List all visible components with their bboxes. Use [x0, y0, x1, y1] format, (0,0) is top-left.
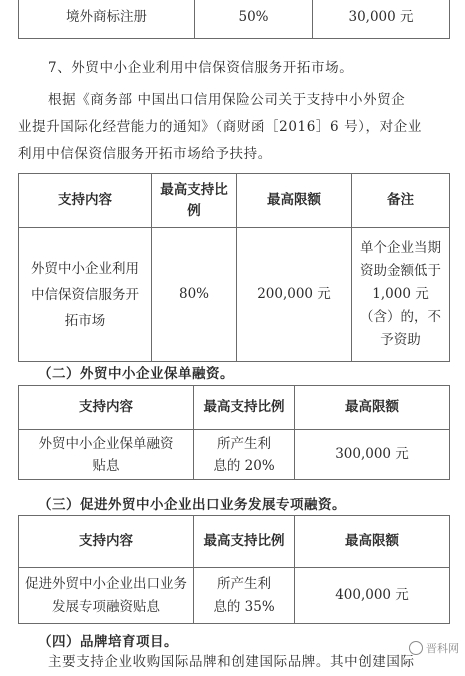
support-content-cell: 外贸中小企业保单融资贴息 [19, 430, 194, 480]
ratio-cell: 50% [195, 0, 313, 39]
support-content-cell: 促进外贸中小企业出口业务发展专项融资贴息 [19, 568, 194, 624]
table-row [19, 0, 450, 39]
wechat-icon [409, 641, 423, 655]
section7-table [18, 173, 450, 362]
header-max-limit: 最高限额 [295, 516, 450, 568]
section3-table [18, 515, 450, 624]
table-row [19, 568, 450, 624]
ratio-cell: 所产生利息的 35% [194, 568, 295, 624]
section2-table [18, 385, 450, 480]
header-max-ratio: 最高支持比例 [152, 174, 237, 228]
section4-paragraph: 主要支持企业收购国际品牌和创建国际品牌。其中创建国际 [48, 654, 415, 670]
limit-cell: 300,000 元 [295, 430, 450, 480]
table-header-row [19, 386, 450, 430]
section7-para-line-1: 根据《商务部 中国出口信用保险公司关于支持中小外贸企 [48, 92, 406, 108]
support-content-cell: 境外商标注册 [19, 0, 195, 39]
notes-cell: 单个企业当期资助金额低于 1,000 元（含）的，不予资助 [352, 228, 450, 362]
section7-para-line-3: 利用中信保资信服务开拓市场给予扶持。 [18, 146, 272, 162]
ratio-cell: 80% [152, 228, 237, 362]
limit-cell: 200,000 元 [237, 228, 352, 362]
ratio-cell: 所产生利息的 20% [194, 430, 295, 480]
section7-title: 7、外贸中小企业利用中信保资信服务开拓市场。 [48, 60, 354, 76]
header-notes: 备注 [352, 174, 450, 228]
overseas-trademark-table [18, 0, 450, 39]
table-header-row [19, 516, 450, 568]
header-max-limit: 最高限额 [295, 386, 450, 430]
support-content-cell: 外贸中小企业利用中信保资信服务开拓市场 [19, 228, 152, 362]
header-max-ratio: 最高支持比例 [194, 386, 295, 430]
table-row [19, 430, 450, 480]
section7-para-line-2: 业提升国际化经营能力的通知》（商财函［2016］6 号），对企业 [18, 119, 422, 135]
header-support-content: 支持内容 [19, 174, 152, 228]
watermark-text: 晋科网 [426, 642, 459, 655]
table-row [19, 228, 450, 362]
section3-title: （三）促进外贸中小企业出口业务发展专项融资。 [38, 497, 346, 513]
header-support-content: 支持内容 [19, 516, 194, 568]
limit-cell: 400,000 元 [295, 568, 450, 624]
section2-title: （二）外贸中小企业保单融资。 [38, 366, 234, 382]
table-header-row [19, 174, 450, 228]
header-max-ratio: 最高支持比例 [194, 516, 295, 568]
header-support-content: 支持内容 [19, 386, 194, 430]
header-max-limit: 最高限额 [237, 174, 352, 228]
watermark [409, 640, 459, 656]
limit-cell: 30,000 元 [313, 0, 450, 39]
section4-title: （四）品牌培育项目。 [38, 634, 178, 650]
